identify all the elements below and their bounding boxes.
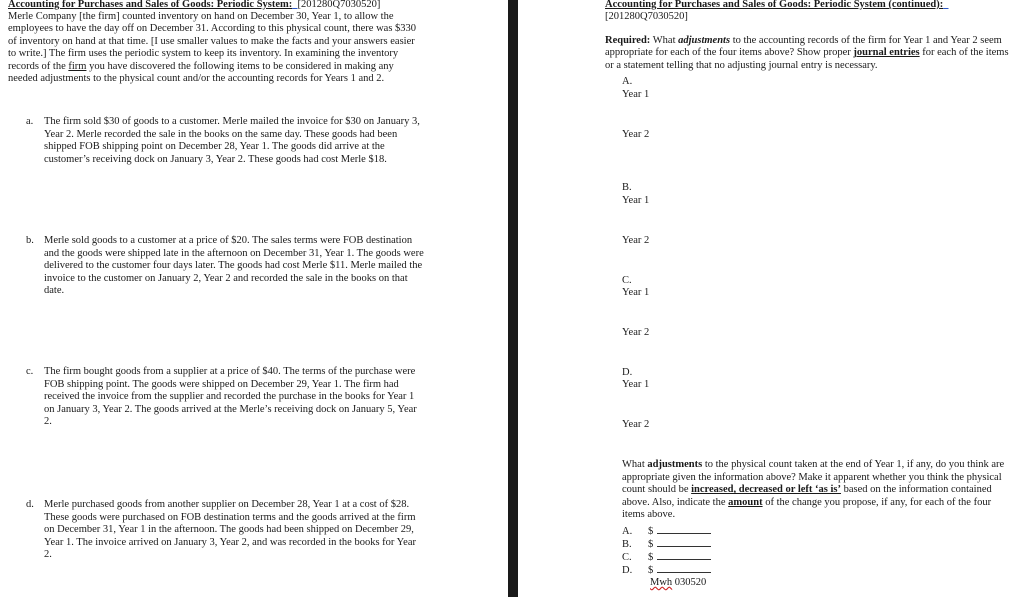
item-a — [26, 116, 426, 166]
right-header — [605, 0, 1012, 23]
dollar-sign: $ — [648, 552, 654, 563]
section-b-year1: Year 1 — [622, 195, 650, 206]
item-d — [26, 499, 426, 562]
answer-blank[interactable] — [657, 550, 711, 560]
section-a-year1: Year 1 — [622, 89, 650, 100]
answer-letter: A. — [622, 526, 633, 537]
required-text: What — [652, 35, 676, 46]
item-b — [26, 235, 426, 298]
left-header-title: Accounting for Purchases and Sales of Goods: Periodic System: — [8, 0, 293, 10]
item-c — [26, 366, 426, 429]
question-emphasis: adjustments — [647, 459, 703, 470]
item-letter: d. — [26, 499, 34, 510]
page-divider — [508, 0, 518, 597]
item-text: Merle sold goods to a customer at a price of $20. The sales terms were FOB destination and the goods were shipped late in the afternoon on December 31, Year 1. The goods were delivered to the customer four days later. The goods had cost Merle $11. Merle mailed the invoice to the customer on January 2, Year 2 and recorded the sale in the books on that date. — [44, 235, 424, 296]
firm-link[interactable]: firm — [68, 60, 87, 72]
left-header — [8, 0, 500, 11]
required-paragraph — [605, 35, 1012, 72]
answer-blank[interactable] — [657, 537, 711, 547]
required-text: to the accounting records of the firm for Year 1 and Year 2 seem appropriate for each of the four items above? Show proper — [605, 35, 1002, 59]
text-cursor — [943, 0, 948, 10]
intro-text: Merle Company [the firm] counted inventory on hand on December 30, Year 1, to allow the employees to have the day off on December 31. According to this physical count, there was $330 of inventory on hand at that time. [I use smaller values to make the facts and your answers easier to write.] The firm uses the periodic system to keep its inventory. In examining the inventory records of the — [8, 11, 417, 72]
answer-row-c — [622, 550, 711, 564]
question-text: of the change you propose, if any, for each of the four items above. — [622, 496, 992, 521]
question-text: What — [622, 459, 645, 470]
answer-row-b — [622, 537, 711, 551]
left-header-code: [201280Q7030520] — [297, 0, 381, 10]
intro-text-end: you have discovered the following items to be considered in making any needed adjustments to the physical count and/or the accounting records for Years 1 and 2. — [8, 60, 394, 85]
section-d-year2: Year 2 — [622, 419, 650, 430]
answer-letter: D. — [622, 565, 633, 576]
right-header-title: Accounting for Purchases and Sales of Goods: Periodic System (continued): — [605, 0, 944, 10]
required-emphasis: adjustments — [678, 35, 731, 46]
question-emphasis: amount — [728, 496, 763, 508]
item-letter: a. — [26, 116, 34, 127]
section-d-letter: D. — [622, 367, 633, 378]
dollar-sign: $ — [648, 565, 654, 576]
answer-row-a — [622, 524, 711, 538]
adjustments-question — [622, 459, 1014, 522]
section-a-letter: A. — [622, 76, 633, 87]
answer-blank[interactable] — [657, 524, 711, 534]
dollar-sign: $ — [648, 539, 654, 550]
answer-row-d — [622, 563, 711, 577]
answer-letter: B. — [622, 539, 632, 550]
item-text: The firm bought goods from a supplier at a price of $40. The terms of the purchase were FOB shipping point. The goods were shipped on December 29, Year 1. The firm had received the invoice from the supplier and recorded the purchase in the books for Year 1 on January 3, Year 2. The goods arrived at the Merle’s receiving dock on January 5, Year 2. — [44, 366, 417, 427]
section-c-year1: Year 1 — [622, 287, 650, 298]
section-a-year2: Year 2 — [622, 129, 650, 140]
question-emphasis: increased, decreased or left ‘as is’ — [691, 484, 842, 496]
section-d-year1: Year 1 — [622, 379, 650, 390]
section-b-year2: Year 2 — [622, 235, 650, 246]
intro-paragraph — [8, 11, 422, 85]
required-text: for each of the items or a statement telling that no adjusting journal entry is necessary. — [605, 47, 1009, 71]
question-text: to the physical count taken at the end of Year 1, if any, do you think are appropriate given the information above? Make it apparent whether you think the physical count should be — [622, 459, 1005, 496]
answer-letter: C. — [622, 552, 632, 563]
journal-entries-link[interactable]: journal entries — [853, 47, 920, 59]
footer-number: 030520 — [674, 577, 707, 588]
footer-code — [650, 577, 706, 590]
answer-blank[interactable] — [657, 563, 711, 573]
right-header-code: [201280Q7030520] — [605, 11, 688, 22]
section-c-year2: Year 2 — [622, 327, 650, 338]
dollar-sign: $ — [648, 526, 654, 537]
section-b-letter: B. — [622, 182, 632, 193]
footer-initials: Mwh — [650, 577, 673, 588]
item-text: The firm sold $30 of goods to a customer. Merle mailed the invoice for $30 on January 3, Year 2. Merle recorded the sale in the books on the same day. These goods had been shipped FOB shipping point on December 28, Year 1. The goods did arrive at the customer’s receiving dock on January 3, Year 2. These goods had cost Merle $18. — [44, 116, 420, 165]
item-letter: c. — [26, 366, 34, 377]
required-label: Required: — [605, 35, 651, 46]
section-c-letter: C. — [622, 275, 632, 286]
item-text: Merle purchased goods from another supplier on December 28, Year 1 at a cost of $28. These goods were purchased on FOB destination terms and the goods arrived at the firm on December 31, Year 1 in the afternoon. The goods had been shipped on December 29, Year 1. The invoice arrived on January 3, Year 2, and was recorded in the books for Year 2. — [44, 499, 416, 560]
item-letter: b. — [26, 235, 34, 246]
question-text: based on the information contained above. Also, indicate the — [622, 484, 992, 508]
